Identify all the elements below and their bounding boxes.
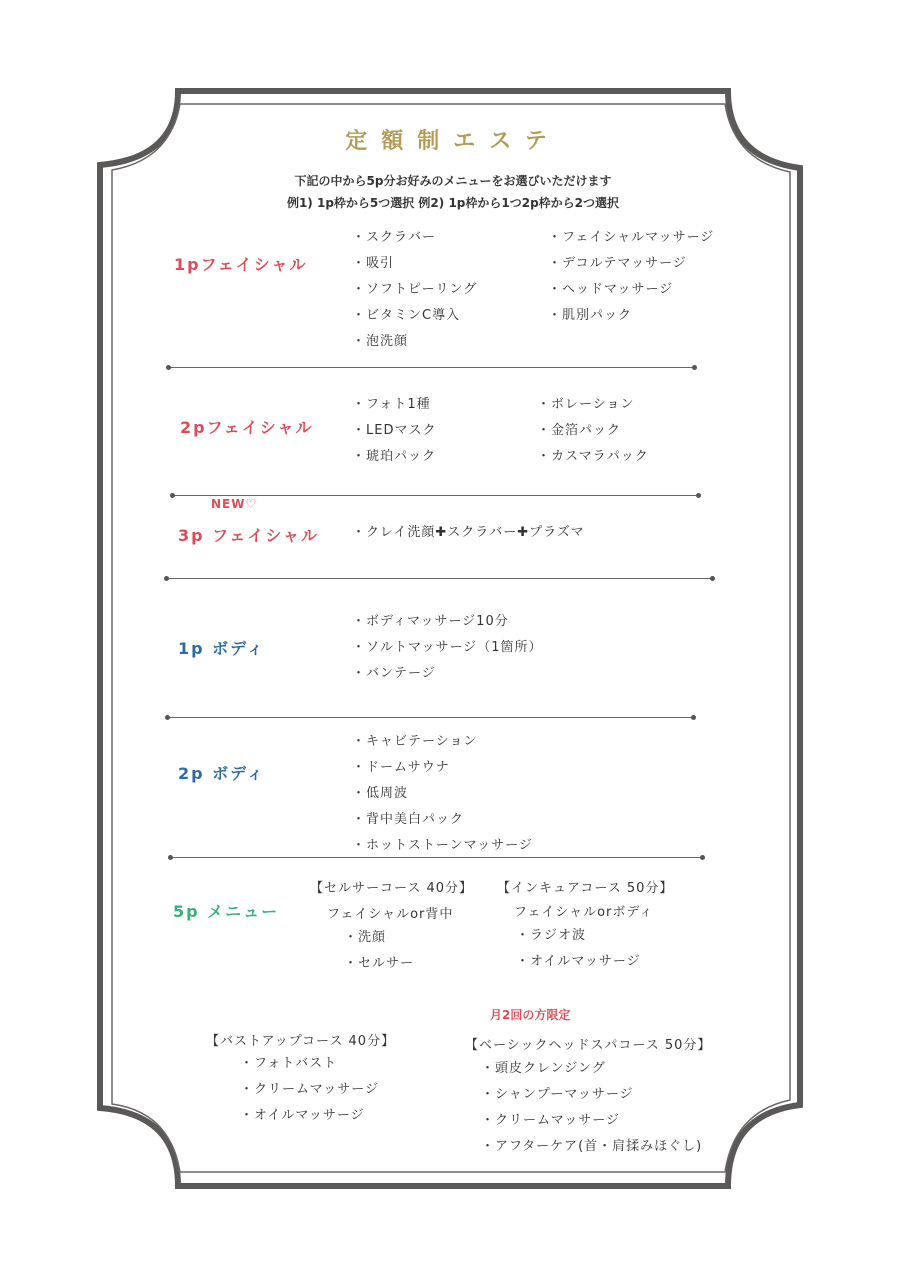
list-item: ・洗顔 [344,930,387,945]
section-title-1p-body: 1p ボディ [178,639,265,658]
list-item: ・頭皮クレンジング [481,1061,606,1076]
list-incure [516,923,641,975]
list-2p-facial-col2 [537,392,649,470]
list-item: ・クリームマッサージ [481,1113,620,1128]
list-item: ・オイルマッサージ [240,1108,365,1123]
list-item: ・クリームマッサージ [240,1082,379,1097]
list-item: ・バンテージ [352,666,436,681]
list-item: ・クレイ洗顔✚スクラバー✚プラズマ [352,525,585,540]
list-item: ・デコルテマッサージ [548,256,687,271]
list-item: ・ボレーション [537,397,635,412]
divider [167,717,694,718]
page-title: 定額制エステ [345,129,561,154]
list-item: ・フォト1種 [352,397,431,412]
list-item: ・キャビテーション [352,734,478,749]
list-item: ・ヘッドマッサージ [548,282,674,297]
list-item: ・ホットストーンマッサージ [352,838,533,853]
course-heading-incure: 【インキュアコース 50分】 [497,881,674,896]
list-celsa [344,925,414,977]
section-title-5p-menu: 5p メニュー [173,902,280,921]
list-item: ・フェイシャルマッサージ [548,230,715,245]
course-heading-headspa: 【ベーシックヘッドスパコース 50分】 [465,1038,712,1053]
list-item: ・セルサー [344,956,415,971]
list-item: ・吸引 [352,256,395,271]
list-1p-body [352,609,543,687]
divider [166,578,713,579]
course-sub-incure: フェイシャルorボディ [514,905,654,920]
section-title-2p-body: 2p ボディ [178,764,265,783]
list-2p-facial-col1 [352,392,436,470]
list-item: ・ビタミンC導入 [352,308,461,323]
course-sub-celsa: フェイシャルor背中 [327,907,454,922]
new-badge: NEW♡ [211,497,258,511]
list-item: ・背中美白パック [352,812,465,827]
list-item: ・琥珀パック [352,449,437,464]
list-2p-body [352,729,533,859]
section-title-3p-facial: 3p フェイシャル [178,526,320,545]
list-item: ・フォトバスト [240,1056,338,1071]
list-item: ・カスマラパック [537,449,649,464]
divider [172,495,699,496]
list-1p-facial-col1 [352,225,477,355]
list-item: ・泡洗顔 [352,334,409,349]
section-title-1p-facial: 1pフェイシャル [174,255,308,274]
list-bust [240,1051,379,1129]
list-1p-facial-col2 [548,225,714,329]
list-item: ・ソフトピーリング [352,282,478,297]
list-item: ・ラジオ波 [516,928,587,943]
list-item: ・ボディマッサージ10分 [352,614,509,629]
list-item: ・金箔パック [537,423,622,438]
list-headspa [481,1056,702,1160]
course-heading-bust: 【バストアップコース 40分】 [206,1034,396,1049]
section-title-2p-facial: 2pフェイシャル [180,418,314,437]
list-item: ・肌別パック [548,308,633,323]
list-item: ・オイルマッサージ [516,954,641,969]
list-item: ・アフターケア(首・肩揉みほぐし) [481,1139,703,1154]
list-item: ・スクラバー [352,230,437,245]
list-item: ・シャンプーマッサージ [481,1087,634,1102]
list-item: ・ソルトマッサージ（1箇所） [352,640,543,655]
list-item: ・ドームサウナ [352,760,450,775]
list-3p-facial [352,520,585,546]
intro-line-2: 例1) 1p枠から5つ選択 例2) 1p枠から1つ2p枠から2つ選択 [286,196,620,210]
list-item: ・低周波 [352,786,409,801]
list-item: ・LEDマスク [352,423,437,438]
limited-note: 月2回の方限定 [490,1008,571,1022]
divider [170,857,703,858]
course-heading-celsa: 【セルサーコース 40分】 [310,881,474,896]
intro-line-1: 下記の中から5p分お好みのメニューをお選びいただけます [294,174,612,188]
divider [168,367,695,368]
